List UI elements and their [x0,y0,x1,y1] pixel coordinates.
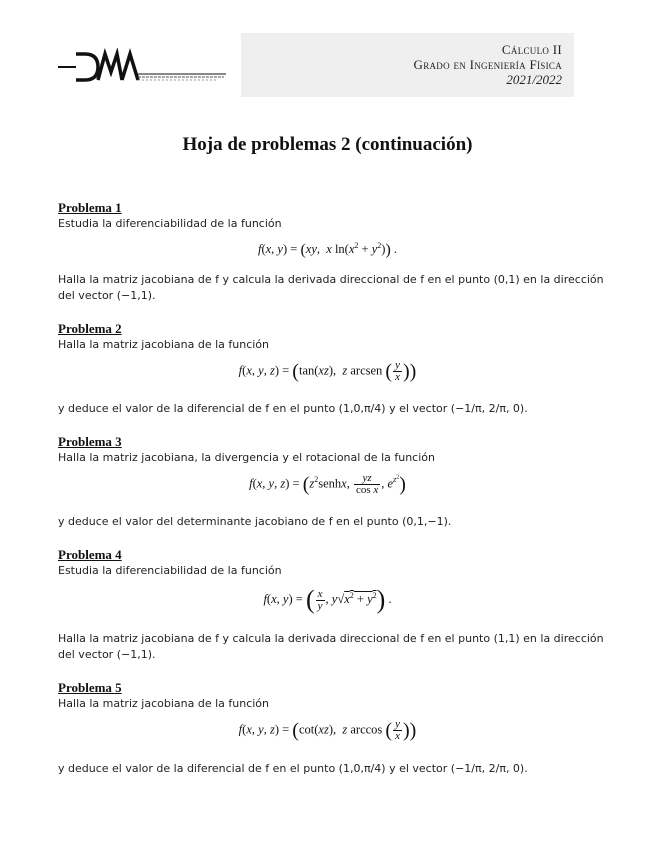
problem-3-formula: f(x, y, $z) = (z^2senhx$, $\frac{yz}{\text{cos x}}$ , $e^{z^2}$) [249,472,406,496]
problem-3-intro: Halla la matriz jacobiana, la divergencia y el rotacional de la función [58,451,435,464]
header-info-box [241,33,574,97]
problem-4-formula: f(x, y) = ( $\frac{x}{y}$ , $y√x^2 + y^2$) . [263,585,392,614]
problem-4-text: Halla la matriz jacobiana de f y calcula la derivada direccional de f en el punto (1,1) en la dirección [58,632,604,645]
degree-name: Grado en Ingeniería Física [413,57,562,72]
problem-5-formula: f(x, y, z) = (cot(xz), z arccos ( $\frac{y}{x}$ )) [238,718,417,742]
problem-3-text: y deduce el valor del determinante jacobiano de f en el punto (0,1,−1). [58,515,452,528]
problem-1-heading: Problema 1 [58,200,122,215]
problem-1-formula: f(x, y) = (xy, x $\ln(x^2 + y^2)$) . [257,241,398,259]
problem-1-intro: Estudia la diferenciabilidad de la función [58,217,282,230]
dma-logo [58,48,228,86]
problem-5-text: y deduce el valor de la diferencial de f en el punto (1,0,π/4) y el vector (−1/π, 2/π, 0). [58,762,528,775]
problem-2-text: y deduce el valor de la diferencial de f en el punto (1,0,π/4) y el vector (−1/π, 2/π, 0). [58,402,528,415]
problem-4-text-2: del vector (−1,1). [58,648,156,661]
problem-2-formula: f(x, y, z) = (tan(xz), z arcsen ( $\frac{y}{x}$ )) [238,359,417,383]
problem-5-intro: Halla la matriz jacobiana de la función [58,697,269,710]
problem-3-heading: Problema 3 [58,434,122,449]
course-name: Cálculo II [501,42,562,57]
problem-1-text-2: del vector (−1,1). [58,289,156,302]
problem-5-heading: Problema 5 [58,680,122,695]
problem-4-heading: Problema 4 [58,547,122,562]
problem-2-intro: Halla la matriz jacobiana de la función [58,338,269,351]
problem-4-intro: Estudia la diferenciabilidad de la función [58,564,282,577]
page-title: Hoja de problemas 2 (continuación) [182,134,473,155]
problem-1-text: Halla la matriz jacobiana de f y calcula la derivada direccional de f en el punto (0,1) en la dirección [58,273,604,286]
problem-2-heading: Problema 2 [58,321,122,336]
academic-year: 2021/2022 [506,72,562,87]
